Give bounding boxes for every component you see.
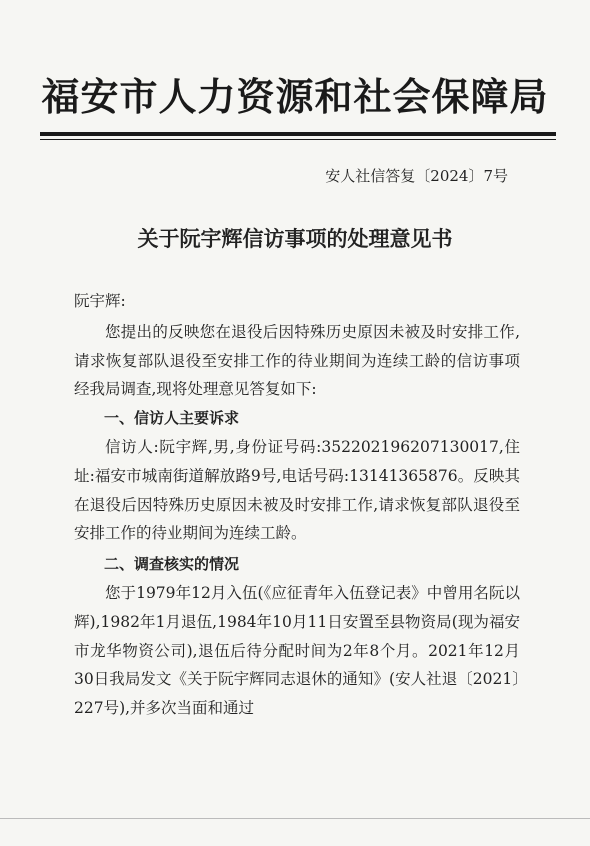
document-number: 安人社信答复〔2024〕7号 [325,167,508,185]
section-2-paragraph: 您于1979年12月入伍(《应征青年入伍登记表》中曾用名阮以辉),1982年1月退伍,1984年10月11日安置至县物资局(现为福安市龙华物资公司),退伍后待分配时间为2年8个月。2021年12月30日我局发文《关于阮宇辉同志退休的通知》(安人社退〔2021〕227号),并多次当面和通过 [74,583,520,718]
page-edge-line [0,818,590,819]
letterhead-rule-thick [40,132,556,136]
document-body [74,287,520,723]
agency-letterhead: 福安市人力资源和社会保障局 [41,74,549,119]
section-2-heading: 二、调查核实的情况 [104,555,240,574]
section-1-heading: 一、信访人主要诉求 [104,409,240,428]
document-title: 关于阮宇辉信访事项的处理意见书 [137,226,453,251]
letterhead-rule-thin [40,139,556,140]
salutation: 阮宇辉: [74,292,126,310]
intro-paragraph: 您提出的反映您在退役后因特殊历史原因未被及时安排工作,请求恢复部队退役至安排工作的待业期间为连续工龄的信访事项经我局调查,现将处理意见答复如下: [74,322,520,399]
section-1-paragraph: 信访人:阮宇辉,男,身份证号码:352202196207130017,住址:福安市城南街道解放路9号,电话号码:13141365876。反映其在退役后因特殊历史原因未被及时安排工作,请求恢复部队退役至安排工作的待业期间为连续工龄。 [74,437,520,543]
